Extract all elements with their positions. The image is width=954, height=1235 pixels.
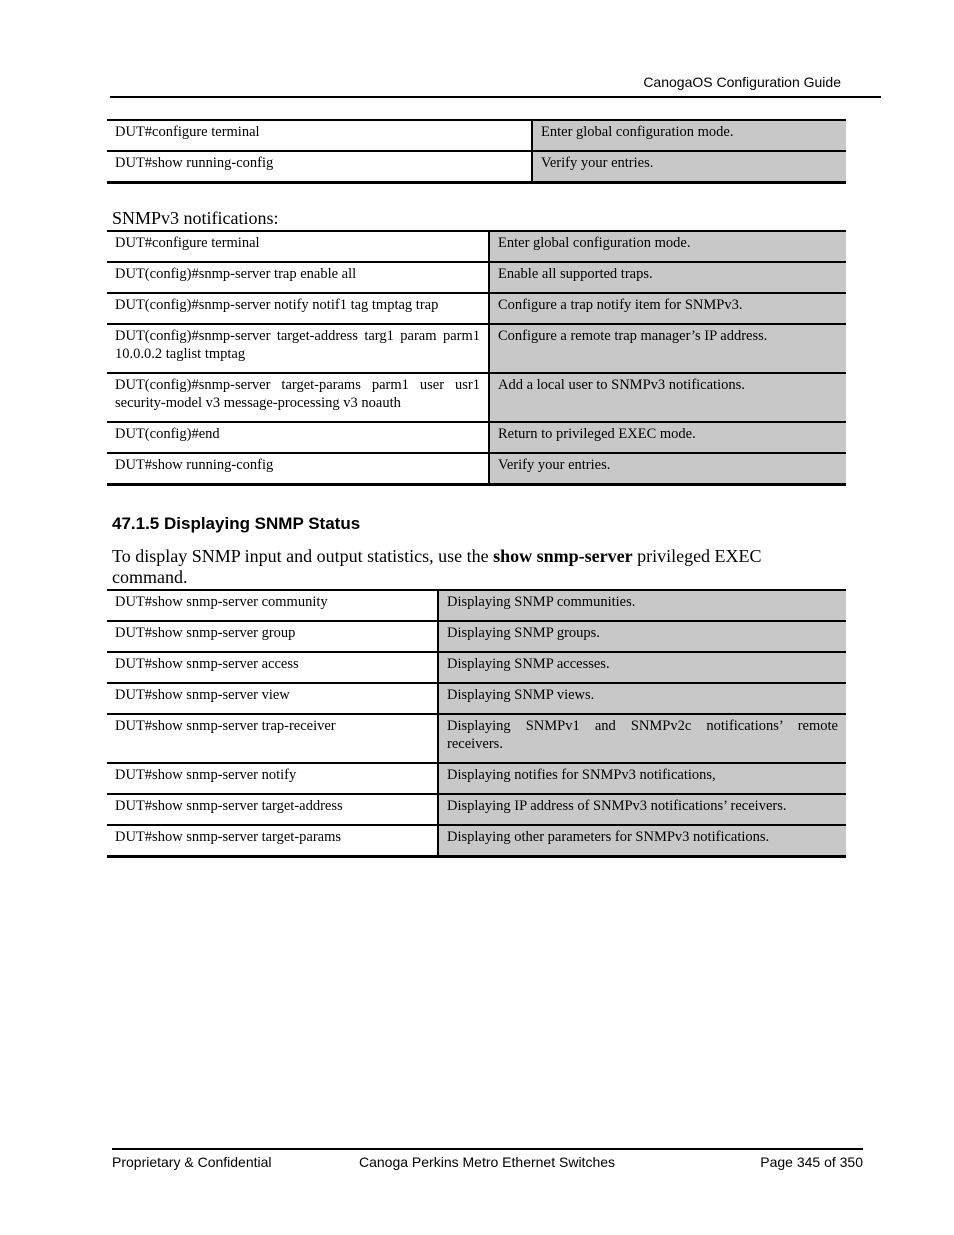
description-cell: Displaying SNMP accesses. — [438, 652, 846, 683]
description-cell: Enter global configuration mode. — [489, 231, 846, 262]
description-cell: Enter global configuration mode. — [532, 120, 846, 151]
command-cell: DUT(config)#end — [107, 422, 489, 453]
command-cell: DUT#show snmp-server view — [107, 683, 438, 714]
description-cell: Displaying other parameters for SNMPv3 notifications. — [438, 825, 846, 857]
command-cell: DUT#show snmp-server group — [107, 621, 438, 652]
command-cell: DUT#show running-config — [107, 151, 532, 183]
description-cell: Return to privileged EXEC mode. — [489, 422, 846, 453]
table-row — [107, 120, 846, 151]
command-cell: DUT#show snmp-server trap-receiver — [107, 714, 438, 763]
table-row — [107, 422, 846, 453]
table-row — [107, 231, 846, 262]
table-row — [107, 763, 846, 794]
command-cell: DUT(config)#snmp-server notify notif1 tag tmptag trap — [107, 293, 489, 324]
command-cell: DUT#show snmp-server target-address — [107, 794, 438, 825]
description-cell: Displaying SNMP communities. — [438, 590, 846, 621]
command-cell: DUT(config)#snmp-server target-params parm1 user usr1 security-model v3 message-processing v3 noauth — [107, 373, 489, 422]
command-cell: DUT#show snmp-server target-params — [107, 825, 438, 857]
table-row — [107, 621, 846, 652]
description-cell: Displaying notifies for SNMPv3 notifications, — [438, 763, 846, 794]
description-cell: Verify your entries. — [532, 151, 846, 183]
command-cell: DUT#configure terminal — [107, 231, 489, 262]
command-cell: DUT#show snmp-server community — [107, 590, 438, 621]
section-heading — [112, 514, 360, 534]
description-cell: Displaying SNMPv1 and SNMPv2c notifications’ remote receivers. — [438, 714, 846, 763]
section-intro — [112, 546, 812, 588]
config-table-2 — [107, 230, 846, 486]
intro-command-bold: show snmp-server — [493, 546, 633, 566]
description-cell: Verify your entries. — [489, 453, 846, 485]
guide-title: CanogaOS Configuration Guide — [643, 74, 841, 90]
description-cell: Add a local user to SNMPv3 notifications. — [489, 373, 846, 422]
command-cell: DUT#show snmp-server access — [107, 652, 438, 683]
description-cell: Configure a remote trap manager’s IP address. — [489, 324, 846, 373]
command-cell: DUT(config)#snmp-server trap enable all — [107, 262, 489, 293]
description-cell: Displaying IP address of SNMPv3 notifications’ receivers. — [438, 794, 846, 825]
snmp-status-table — [107, 589, 846, 858]
command-cell: DUT#show running-config — [107, 453, 489, 485]
section-number: 47.1.5 — [112, 514, 160, 533]
description-cell: Configure a trap notify item for SNMPv3. — [489, 293, 846, 324]
table-row — [107, 590, 846, 621]
table-row — [107, 683, 846, 714]
command-cell: DUT(config)#snmp-server target-address targ1 param parm1 10.0.0.2 taglist tmptag — [107, 324, 489, 373]
page-footer — [112, 1148, 863, 1170]
table-row — [107, 714, 846, 763]
table-row — [107, 293, 846, 324]
command-cell: DUT#configure terminal — [107, 120, 532, 151]
section-title: Displaying SNMP Status — [164, 514, 361, 533]
footer-page-number: Page 345 of 350 — [760, 1154, 863, 1170]
description-cell: Displaying SNMP views. — [438, 683, 846, 714]
table-row — [107, 825, 846, 857]
description-cell: Displaying SNMP groups. — [438, 621, 846, 652]
table-row — [107, 373, 846, 422]
table-row — [107, 652, 846, 683]
page-header — [110, 72, 881, 98]
snmpv3-notifications-label: SNMPv3 notifications: — [112, 208, 279, 228]
command-cell: DUT#show snmp-server notify — [107, 763, 438, 794]
description-cell: Enable all supported traps. — [489, 262, 846, 293]
intro-text-before: To display SNMP input and output statistics, use the — [112, 546, 494, 566]
footer-product: Canoga Perkins Metro Ethernet Switches — [359, 1154, 616, 1170]
config-table-1 — [107, 119, 846, 184]
footer-confidential: Proprietary & Confidential — [112, 1154, 272, 1170]
table-row — [107, 453, 846, 485]
intro-text-after: privileged EXEC command. — [112, 546, 762, 587]
table-row — [107, 262, 846, 293]
table-row — [107, 324, 846, 373]
table-row — [107, 151, 846, 183]
table-row — [107, 794, 846, 825]
